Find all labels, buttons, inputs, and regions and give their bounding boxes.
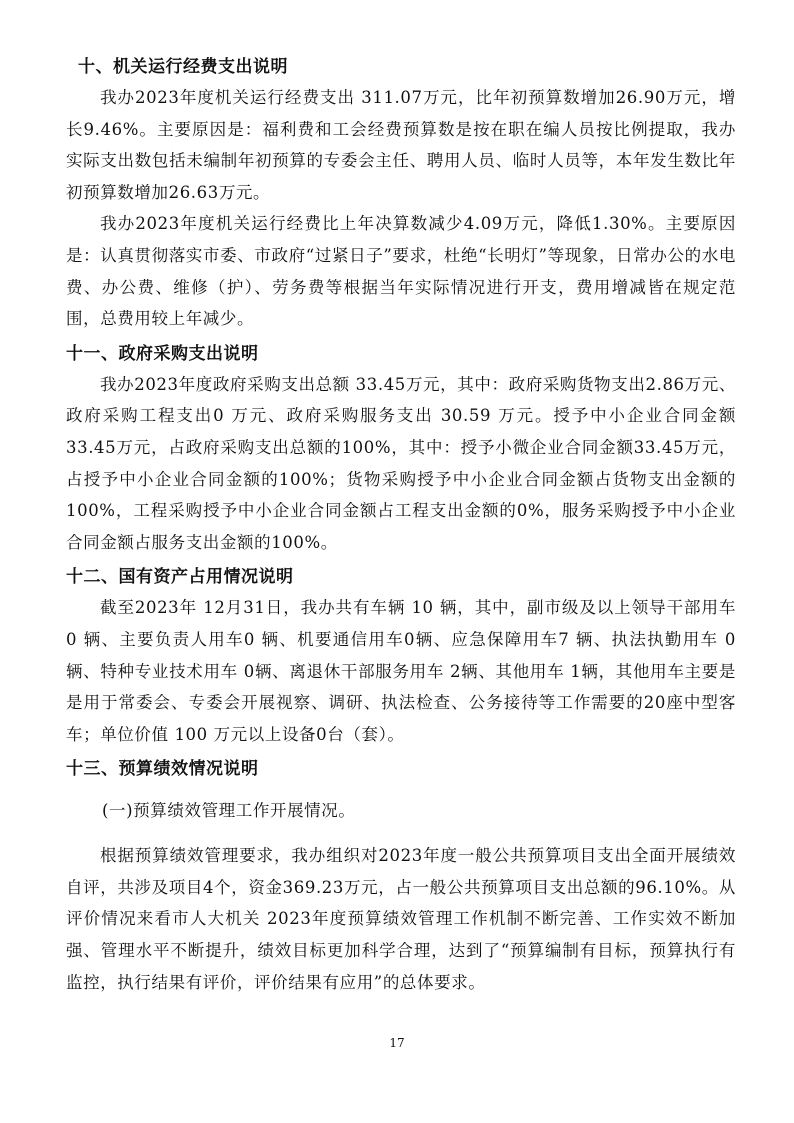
section-11-paragraph-1: 我办2023年度政府采购支出总额 33.45万元，其中：政府采购货物支出2.86万元、政府采购工程支出0 万元、政府采购服务支出 30.59 万元。授予中小企业合同金额33.45万元，占政府采购支出总额的100%，其中：授予小微企业合同金额33.45万元，占授予中小企业合同金额的100%；货物采购授予中小企业合同金额占货物支出金额的100%，工程采购授予中小企业合同金额占工程支出金额的0%，服务采购授予中小企业合同金额占服务支出金额的100%。 bbox=[66, 374, 736, 552]
section-12-paragraph-1: 截至2023年 12月31日，我办共有车辆 10 辆，其中，副市级及以上领导干部用车 0 辆、主要负责人用车0 辆、机要通信用车0辆、应急保障用车7 辆、执法执勤用车 0辆、特种专业技术用车 0辆、离退休干部服务用车 2辆、其他用车 1辆，其他用车主要是是用于常委会、专委会开展视察、调研、执法检查、公务接待等工作需要的20座中型客车；单位价值 100 万元以上设备0台（套）。 bbox=[66, 598, 736, 744]
section-heading-10: 十、机关运行经费支出说明 bbox=[78, 57, 288, 77]
section-10-paragraph-2: 我办2023年度机关运行经费比上年决算数减少4.09万元，降低1.30%。主要原因是：认真贯彻落实市委、市政府“过紧日子”要求，杜绝“长明灯”等现象，日常办公的水电费、办公费、维修（护）、劳务费等根据当年实际情况进行开支，费用增减皆在规定范围，总费用较上年减少。 bbox=[66, 214, 736, 329]
page-number: 17 bbox=[389, 1036, 405, 1050]
section-heading-12: 十二、国有资产占用情况说明 bbox=[66, 567, 294, 588]
section-heading-11: 十一、政府采购支出说明 bbox=[66, 343, 259, 364]
section-13-paragraph-1: 根据预算绩效管理要求，我办组织对2023年度一般公共预算项目支出全面开展绩效自评，共涉及项目4个，资金369.23万元，占一般公共预算项目支出总额的96.10%。从评价情况来看市人大机关 2023年度预算绩效管理工作机制不断完善、工作实效不断加强、管理水平不断提升，绩效目标更加科学合理，达到了“预算编制有目标，预算执行有监控，执行结果有评价，评价结果有应用”的总体要求。 bbox=[66, 846, 736, 992]
section-13-subheading-1: (一)预算绩效管理工作开展情况。 bbox=[102, 801, 356, 821]
section-10-paragraph-1: 我办2023年度机关运行经费支出 311.07万元，比年初预算数增加26.90万元，增长9.46%。主要原因是：福利费和工会经费预算数是按在职在编人员按比例提取，我办实际支出数包括未编制年初预算的专委会主任、聘用人员、临时人员等，本年发生数比年初预算数增加26.63万元。 bbox=[66, 88, 736, 202]
section-heading-13: 十三、预算绩效情况说明 bbox=[66, 759, 259, 780]
